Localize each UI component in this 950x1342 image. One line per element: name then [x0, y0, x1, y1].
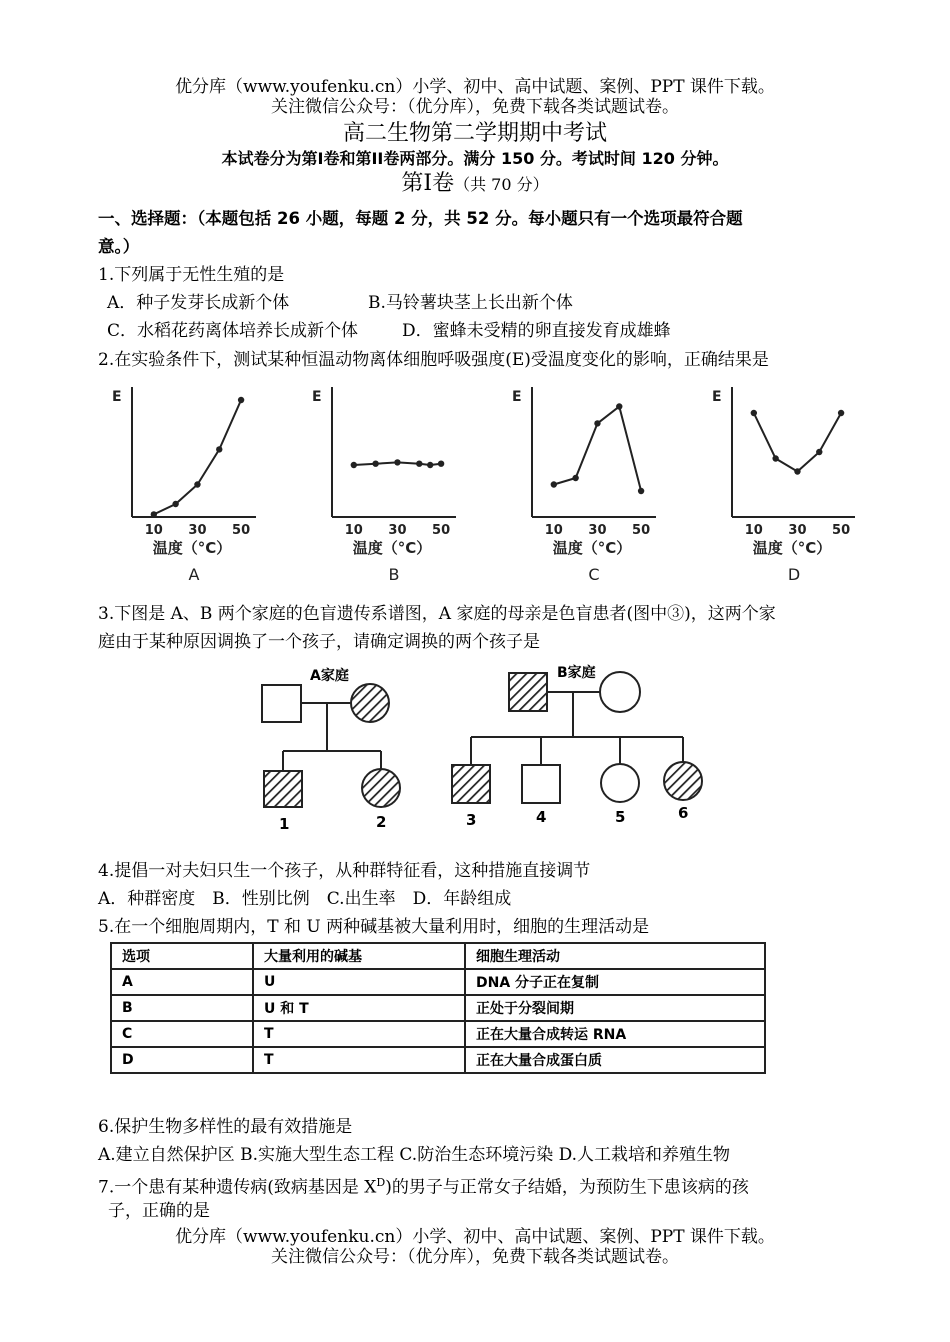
data-point [172, 501, 178, 507]
q6-stem: 6.保护生物多样性的最有效措施是 [98, 1117, 353, 1137]
series-line [754, 413, 841, 472]
section-title-1: 一、选择题：（本题包括 26 小题，每题 2 分，共 52 分。每小题只有一个选项最符合题 [98, 209, 743, 228]
family-a-label: A家庭 [310, 668, 349, 684]
x-tick-label: 10 [744, 523, 763, 538]
data-point [794, 468, 800, 474]
q7-stem-2: 子，正确的是 [108, 1201, 210, 1221]
series-line [554, 407, 641, 492]
bases-table [110, 942, 766, 1074]
x-tick-label: 10 [144, 523, 163, 538]
family-a-mother [351, 684, 389, 722]
part-heading [0, 173, 950, 196]
q7-stem-sup: D [376, 1176, 386, 1189]
child-2-female [362, 769, 400, 807]
child-2-number: 2 [376, 813, 387, 831]
y-axis-label: E [312, 389, 322, 405]
child-3-male [452, 765, 490, 803]
pedigree-chart [235, 657, 717, 841]
x-tick-label: 50 [232, 523, 251, 538]
family-b-label: B家庭 [557, 665, 596, 681]
table-cell: 正在大量合成蛋白质 [465, 1047, 765, 1073]
data-point [816, 449, 822, 455]
q4-options: A．种群密度 B．性别比例 C.出生率 D．年龄组成 [98, 889, 512, 909]
part-title: 第Ⅰ卷 [401, 171, 455, 196]
x-tick-label: 10 [344, 523, 363, 538]
table-cell: C [111, 1021, 253, 1047]
q1-option-a: A．种子发芽长成新个体 [107, 293, 290, 313]
table-header-row [111, 943, 765, 969]
x-axis-label: 温度（°C） [352, 539, 432, 557]
table-header-cell: 细胞生理活动 [465, 943, 765, 969]
footer-line-1: 优分库（www.youfenku.cn）小学、初中、高中试题、案例、PPT 课件下载。 [175, 1227, 775, 1247]
family-b-father [509, 673, 547, 711]
data-point [616, 403, 622, 409]
q7-stem [98, 1172, 749, 1199]
x-tick-label: 30 [388, 523, 407, 538]
chart-panel-label: C [588, 565, 600, 584]
child-5-number: 5 [615, 808, 626, 826]
table-cell: U [253, 969, 465, 995]
table-cell: 正处于分裂间期 [465, 995, 765, 1021]
data-point [351, 462, 357, 468]
table-cell: A [111, 969, 253, 995]
table-row [111, 995, 765, 1021]
x-axis-label: 温度（°C） [152, 539, 232, 557]
header-line-2: 关注微信公众号：（优分库），免费下载各类试题试卷。 [271, 97, 679, 117]
exam-title: 高二生物第二学期期中考试 [342, 121, 607, 146]
header-line-1: 优分库（www.youfenku.cn）小学、初中、高中试题、案例、PPT 课件下载。 [175, 77, 775, 97]
x-tick-label: 10 [544, 523, 563, 538]
child-1-male [264, 771, 302, 807]
child-6-female [664, 762, 702, 800]
data-point [394, 459, 400, 465]
table-cell: 正在大量合成转运 RNA [465, 1021, 765, 1047]
section-title-2: 意。） [98, 237, 140, 256]
table-cell: T [253, 1047, 465, 1073]
chart-panel-label: A [188, 565, 200, 584]
data-point [551, 481, 557, 487]
data-point [427, 462, 433, 468]
table-cell: D [111, 1047, 253, 1073]
child-4-number: 4 [536, 808, 547, 826]
q6-options: A.建立自然保护区 B.实施大型生态工程 C.防治生态环境污染 D.人工栽培和养殖生物 [98, 1145, 731, 1165]
data-point [216, 446, 222, 452]
child-4-male [522, 765, 560, 803]
table-header-cell: 大量利用的碱基 [253, 943, 465, 969]
x-tick-label: 30 [788, 523, 807, 538]
x-tick-label: 30 [588, 523, 607, 538]
y-axis-label: E [112, 389, 122, 405]
data-point [751, 410, 757, 416]
data-point [238, 397, 244, 403]
y-axis-label: E [512, 389, 522, 405]
data-point [572, 475, 578, 481]
q2-stem: 2.在实验条件下，测试某种恒温动物离体细胞呼吸强度(E)受温度变化的影响，正确结果是 [98, 350, 769, 370]
q7-stem-post: )的男子与正常女子结婚，为预防生下患该病的孩 [385, 1177, 749, 1198]
table-row [111, 969, 765, 995]
table-cell: B [111, 995, 253, 1021]
y-axis-label: E [712, 389, 722, 405]
series-line [154, 400, 241, 514]
data-point [151, 511, 157, 517]
pedigree-svg [235, 657, 717, 837]
q1-option-c: C．水稻花药离体培养长成新个体 [107, 321, 359, 341]
chart-panel-label: D [787, 565, 801, 584]
data-point [838, 410, 844, 416]
table-cell: T [253, 1021, 465, 1047]
child-1-number: 1 [279, 815, 290, 833]
charts-svg [110, 375, 855, 595]
child-3-number: 3 [466, 811, 477, 829]
data-point [416, 461, 422, 467]
x-tick-label: 30 [188, 523, 207, 538]
q4-stem: 4.提倡一对夫妇只生一个孩子，从种群特征看，这种措施直接调节 [98, 861, 591, 881]
data-point [372, 461, 378, 467]
family-a-father [262, 685, 301, 722]
table-cell: U 和 T [253, 995, 465, 1021]
data-point [638, 488, 644, 494]
chart-panel-label: B [388, 565, 400, 584]
table-row [111, 1047, 765, 1073]
x-axis-label: 温度（°C） [552, 539, 632, 557]
q3-stem-1: 3.下图是 A、B 两个家庭的色盲遗传系谱图，A 家庭的母亲是色盲患者(图中③)，这两个家 [98, 604, 776, 624]
family-b-mother [600, 672, 640, 712]
q1-stem: 1.下列属于无性生殖的是 [98, 265, 285, 285]
q5-stem: 5.在一个细胞周期内，T 和 U 两种碱基被大量利用时，细胞的生理活动是 [98, 917, 650, 937]
part-score: （共 70 分） [454, 175, 549, 194]
q3-stem-2: 庭由于某种原因调换了一个孩子，请确定调换的两个孩子是 [98, 632, 540, 652]
exam-note: 本试卷分为第Ⅰ卷和第II卷两部分。满分 150 分。考试时间 120 分钟。 [221, 149, 729, 168]
x-tick-label: 50 [432, 523, 451, 538]
data-point [772, 455, 778, 461]
child-6-number: 6 [678, 804, 689, 822]
footer-line-2: 关注微信公众号：（优分库），免费下载各类试题试卷。 [271, 1247, 679, 1267]
q1-option-d: D．蜜蜂未受精的卵直接发育成雄蜂 [402, 321, 671, 341]
table-cell: DNA 分子正在复制 [465, 969, 765, 995]
data-point [194, 481, 200, 487]
data-point [438, 461, 444, 467]
q7-stem-pre: 7.一个患有某种遗传病(致病基因是 X [98, 1177, 377, 1198]
table-row [111, 1021, 765, 1047]
table-header-cell: 选项 [111, 943, 253, 969]
x-axis-label: 温度（°C） [752, 539, 832, 557]
x-tick-label: 50 [632, 523, 651, 538]
child-5-female [601, 764, 639, 802]
x-tick-label: 50 [832, 523, 851, 538]
temperature-charts [110, 375, 855, 599]
q1-option-b: B.马铃薯块茎上长出新个体 [368, 293, 573, 313]
data-point [594, 420, 600, 426]
